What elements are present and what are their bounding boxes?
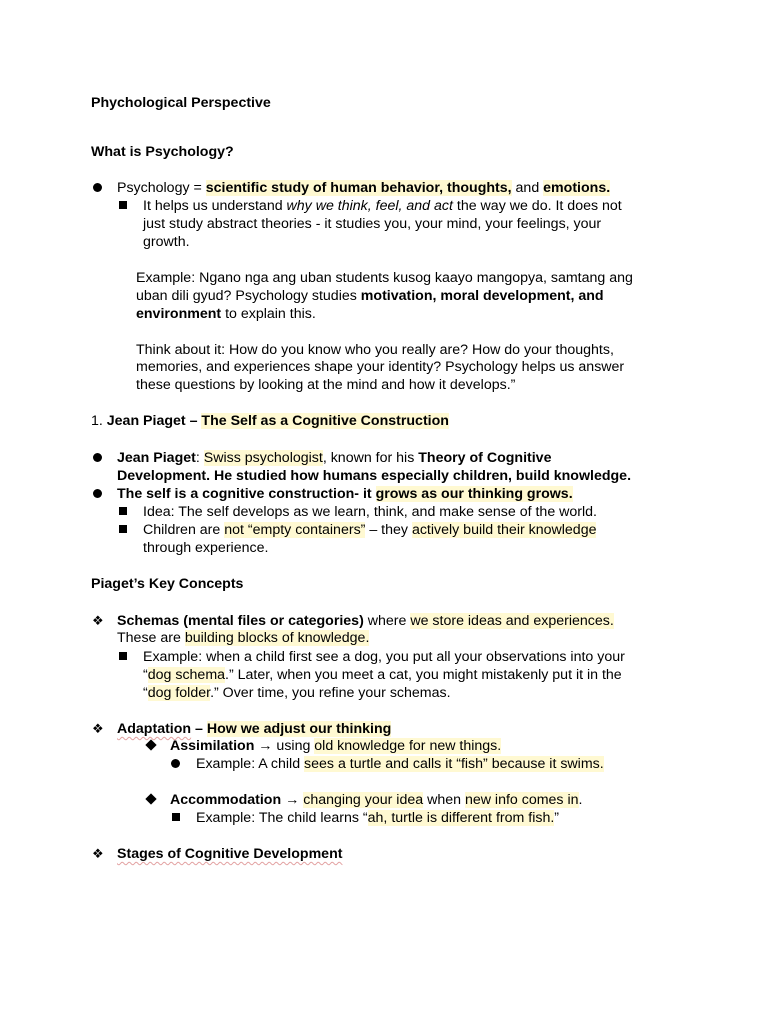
bullet-diamond-cross-icon: ❖ <box>92 613 104 628</box>
psychology-explanation-line3: growth. <box>143 234 190 250</box>
bullet-dot-icon <box>171 759 180 768</box>
schema-example-line3: “dog folder.” Over time, you refine your schemas. <box>143 685 451 701</box>
bullet-square-icon <box>119 201 127 209</box>
example-line2: uban dili gyud? Psychology studies motivation, moral development, and <box>136 288 604 304</box>
stages-heading: Stages of Cognitive Development <box>117 846 343 862</box>
children-line1: Children are not “empty containers” – they actively build their knowledge <box>143 522 597 538</box>
schemas-line2: These are building blocks of knowledge. <box>117 630 370 646</box>
psychology-explanation-line1: It helps us understand why we think, feel, and act the way we do. It does not <box>143 198 622 214</box>
accommodation-example: Example: The child learns “ah, turtle is different from fish.” <box>196 810 560 826</box>
bullet-square-icon <box>119 507 127 515</box>
bullet-square-icon <box>172 813 180 821</box>
example-line3: environment to explain this. <box>136 306 316 322</box>
psychology-explanation-line2: just study abstract theories - it studies you, your mind, your feelings, your <box>143 216 602 232</box>
bullet-diamond-icon <box>145 793 156 804</box>
bullet-diamond-cross-icon: ❖ <box>92 846 104 861</box>
schema-example-line2: “dog schema.” Later, when you meet a cat, you might mistakenly put it in the <box>143 667 622 683</box>
assimilation-example: Example: A child sees a turtle and calls it “fish” because it swims. <box>196 756 604 772</box>
think-line3: these questions by looking at the mind and how it develops.” <box>136 377 516 393</box>
document-title: Phychological Perspective <box>91 95 271 111</box>
bullet-square-icon <box>119 652 127 660</box>
schema-example-line1: Example: when a child first see a dog, you put all your observations into your <box>143 649 625 665</box>
think-line1: Think about it: How do you know who you really are? How do your thoughts, <box>136 342 614 358</box>
accommodation-line: Accommodation → changing your idea when new info comes in. <box>170 792 583 808</box>
bullet-diamond-icon <box>145 739 156 750</box>
assimilation-line: Assimilation → using old knowledge for new things. <box>170 738 502 754</box>
bullet-dot-icon <box>93 489 102 498</box>
bullet-dot-icon <box>93 453 102 462</box>
section-heading-what-is-psychology: What is Psychology? <box>91 144 234 160</box>
section-heading-jean-piaget: 1. Jean Piaget – The Self as a Cognitive Construction <box>91 413 449 429</box>
psychology-definition: Psychology = scientific study of human behavior, thoughts, and emotions. <box>117 180 611 196</box>
children-line2: through experience. <box>143 540 269 556</box>
idea-line: Idea: The self develops as we learn, think, and make sense of the world. <box>143 504 597 520</box>
bullet-dot-icon <box>93 183 102 192</box>
schemas-line1: Schemas (mental files or categories) where we store ideas and experiences. <box>117 613 614 629</box>
bullet-diamond-cross-icon: ❖ <box>92 721 104 736</box>
self-cognitive-construction: The self is a cognitive construction- it grows as our thinking grows. <box>117 486 573 502</box>
think-line2: memories, and experiences shape your identity? Psychology helps us answer <box>136 359 625 375</box>
adaptation-heading: Adaptation – How we adjust our thinking <box>117 721 392 737</box>
bullet-square-icon <box>119 525 127 533</box>
section-heading-key-concepts: Piaget’s Key Concepts <box>91 576 244 592</box>
example-line1: Example: Ngano nga ang uban students kusog kaayo mangopya, samtang ang <box>136 270 633 286</box>
piaget-bio-line1: Jean Piaget: Swiss psychologist, known for his Theory of Cognitive <box>117 450 552 466</box>
piaget-bio-line2: Development. He studied how humans especially children, build knowledge. <box>117 468 632 484</box>
